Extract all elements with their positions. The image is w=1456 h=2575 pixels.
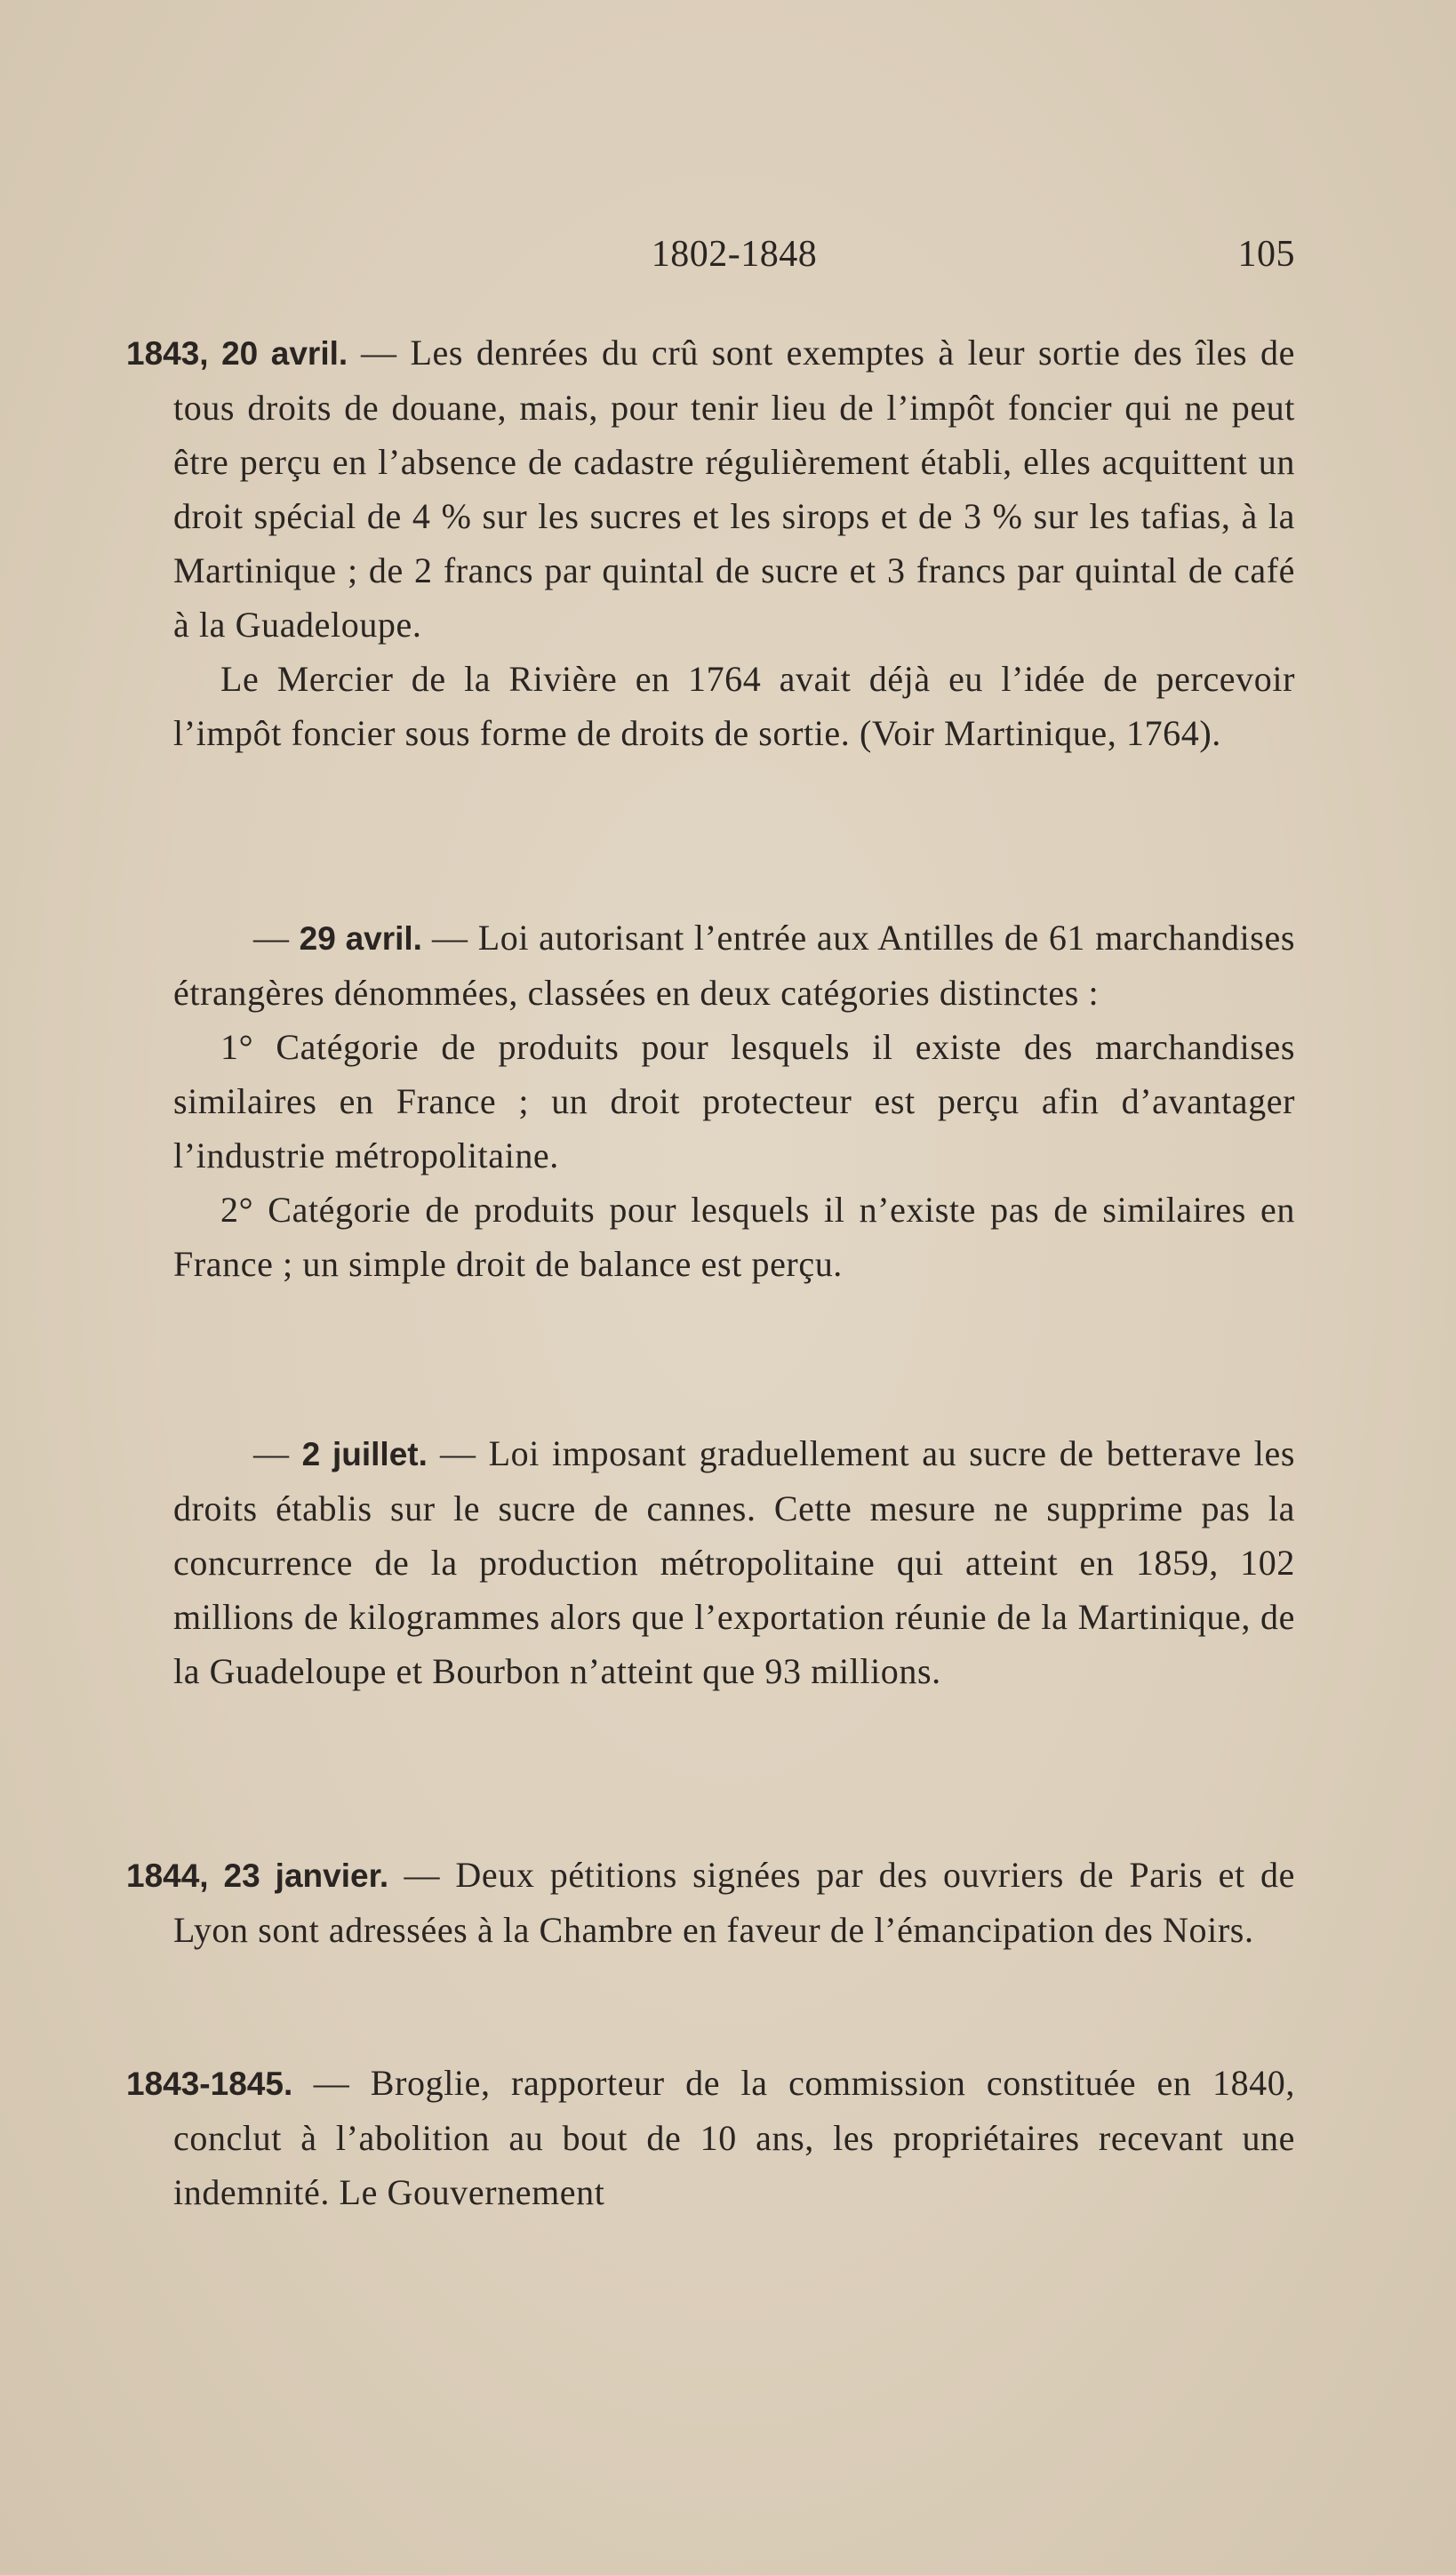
entry-1844-23-janvier: [126, 1848, 1295, 1957]
entry-2-juillet: [126, 1426, 1295, 1698]
entry-dash: —: [253, 918, 300, 958]
entry-29-avril: [126, 910, 1295, 1291]
page-number: 105: [1237, 234, 1295, 275]
entry-paragraph: 2° Catégorie de produits pour lesquels il n’existe pas de similaires en France ; un simple droit de balance est perçu.: [173, 1190, 1295, 1284]
entry-dash: —: [253, 1433, 302, 1473]
entry-paragraph: [126, 1426, 1295, 1698]
entry-paragraph: [126, 1848, 1295, 1957]
entry-paragraph: [126, 910, 1295, 1020]
entry-text: — Loi imposant graduellement au sucre de betterave les droits établis sur le sucre de cannes. Cette mesure ne supprime pas la concurrence de la production métropolitaine qui atteint en 1859, 102 millions de kilogrammes alors que l’exportation réunie de la Martinique, de la Guadeloupe et Bourbon n’atteint que 93 millions.: [173, 1433, 1295, 1691]
entry-paragraph: [126, 2056, 1295, 2219]
entry-date: 1844, 23 janvier.: [126, 1857, 389, 1894]
entry-text: — Broglie, rapporteur de la commission constituée en 1840, conclut à l’abolition au bout de 10 ans, les propriétaires recevant une indemnité. Le Gouvernement: [173, 2063, 1295, 2212]
entry-text: — Les denrées du crû sont exemptes à leur sortie des îles de tous droits de douane, mais, pour tenir lieu de l’impôt foncier qui ne peut être perçu en l’absence de cadastre régulièrement établi, elles acquittent un droit spécial de 4 % sur les sucres et les sirops et de 3 % sur les tafias, à la Martinique ; de 2 francs par quintal de sucre et 3 francs par quintal de café à la Guadeloupe.: [173, 333, 1295, 645]
entry-1843-20-avril: [126, 325, 1295, 760]
entry-paragraph: 1° Catégorie de produits pour lesquels il existe des marchandises similaires en France ; un droit protecteur est perçu afin d’avantager l’industrie métropolitaine.: [173, 1027, 1295, 1175]
entry-text: — Deux pétitions signées par des ouvriers de Paris et de Lyon sont adressées à la Chambre en faveur de l’émancipation des Noirs.: [173, 1855, 1295, 1950]
running-title: 1802-1848: [651, 234, 818, 275]
entry-date: 1843, 20 avril.: [126, 335, 348, 372]
entry-date: 1843-1845.: [126, 2066, 293, 2102]
entry-date: 29 avril.: [299, 920, 422, 957]
entry-paragraph: [126, 325, 1295, 652]
entry-paragraph: Le Mercier de la Rivière en 1764 avait déjà eu l’idée de percevoir l’impôt foncier sous forme de droits de sortie. (Voir Martinique, 1764).: [173, 659, 1295, 753]
entry-date: 2 juillet.: [301, 1436, 428, 1472]
running-head: [173, 233, 1295, 286]
entry-1843-1845: [126, 2056, 1295, 2219]
entry-text: — Loi autorisant l’entrée aux Antilles de 61 marchandises étrangères dénommées, classées en deux catégories distinctes :: [173, 918, 1295, 1013]
